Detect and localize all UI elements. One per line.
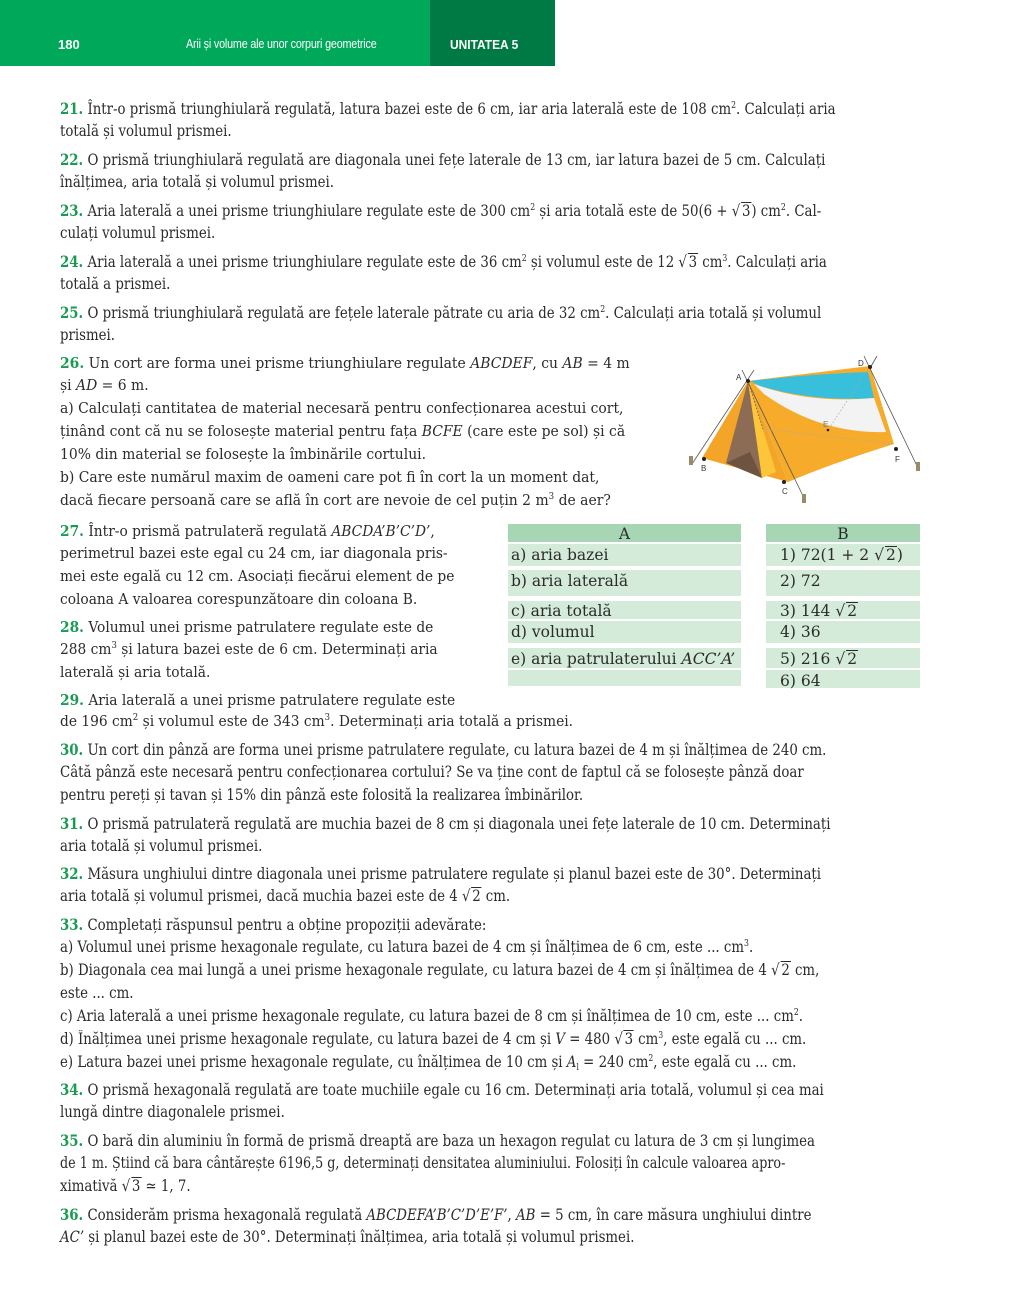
problem-number: 30.: [60, 740, 84, 759]
problem-text: și planul bazei este de 30°. Determinați înălțimea, aria totală și volumul prismei.: [84, 1228, 635, 1246]
problem-text: , cu: [532, 356, 563, 372]
problem-text: . Cal-: [785, 202, 822, 220]
problem-text: ,: [430, 524, 435, 540]
sqrt-radicand: 2: [847, 602, 858, 620]
problem-text: , este egală cu ... cm.: [663, 1030, 807, 1048]
column-b-item: 4) 36: [766, 621, 920, 643]
problem-text: Un cort din pânză are forma unei prisme patrulatere regulate, cu latura bazei de 4 m și înălțimea de 240 cm.: [87, 741, 827, 759]
problem-text: dacă fiecare persoană care se află în cort are nevoie de cel puțin 2 m: [60, 493, 549, 509]
problem-33-item-a: a) Volumul unei prisme hexagonale regulate, cu latura bazei de 4 cm și înălțimea de 6 cm, este ... $cm^3$.: [60, 938, 754, 956]
problem-33-item-b-line-2: este ... cm.: [60, 984, 134, 1002]
column-a-item: d) volumul: [508, 621, 741, 643]
sqrt-radicand: 3: [624, 1030, 634, 1048]
unit-label: UNITATEA 5: [450, 37, 519, 52]
exponent: 3: [324, 713, 331, 723]
exponent: 2: [530, 203, 536, 213]
problem-23-line-1: 23. Aria laterală a unei prisme triunghiulare regulate este de 300 $cm^2$ și aria totală este de 50(6 + √ 3) $cm^2$. Cal-: [60, 201, 822, 220]
problem-26-line-5: 10% din material se folosește la îmbinările cortului.: [60, 447, 427, 463]
vertex-F: [894, 447, 898, 451]
segment-name: AC’: [60, 1228, 85, 1246]
face-name: BCFE: [421, 424, 463, 440]
problem-31-line-1: [60, 812, 831, 836]
problem-25-line-2: prismei.: [60, 326, 116, 344]
prism-name: ABCDEFA’B’C’D’E’F’: [366, 1206, 508, 1224]
problem-30-line-1: [60, 738, 826, 762]
exponent: 2: [521, 254, 527, 264]
problem-27-line-3: mei este egală cu 12 cm. Asociați fiecărui element de pe: [60, 569, 455, 585]
problem-26-line-1: [60, 352, 630, 376]
problem-text: ximativă: [60, 1177, 122, 1195]
problem-text: , este egală cu ... cm.: [653, 1053, 797, 1071]
problem-text: b) Diagonala cea mai lungă a unei prisme hexagonale regulate, cu latura bazei de 4 cm și înălțimea de 4: [60, 961, 767, 979]
label-E: E: [823, 420, 829, 429]
prism-name: ABCDEF: [470, 356, 533, 372]
chapter-title: Arii și volume ale unor corpuri geometrice: [186, 37, 377, 51]
problem-23-line-2: culați volumul prismei.: [60, 224, 216, 242]
problem-number: 25.: [60, 303, 84, 322]
problem-33-item-b-line-1: b) Diagonala cea mai lungă a unei prisme hexagonale regulate, cu latura bazei de 4 cm și înălțimea de 4 √ 2 cm,: [60, 961, 820, 979]
problem-text: . Calculați aria: [727, 253, 827, 271]
problem-text: O prismă triunghiulară regulată are fețele laterale pătrate cu aria de 32 cm: [87, 304, 601, 322]
problem-text: = 4 m: [582, 356, 630, 372]
label-D: D: [858, 359, 864, 368]
vertex-C: [782, 480, 786, 484]
problem-33-item-d: d) Înălțimea unei prisme hexagonale regulate, cu latura bazei de 4 cm și V = 480 √ 3 $cm^3$, este egală cu ... cm.: [60, 1030, 807, 1048]
problem-text: . Calculați aria: [736, 100, 836, 118]
exponent: 3: [658, 1031, 664, 1041]
problem-text: Volumul unei prisme patrulatere regulate este de: [88, 620, 434, 636]
problem-text: ≃ 1, 7.: [141, 1177, 191, 1195]
exponent: 2: [132, 713, 139, 723]
vertex-A: [746, 379, 750, 383]
column-a-item: c) aria totală: [508, 601, 741, 619]
column-a-empty-item: [508, 670, 741, 686]
problem-text: = 480: [565, 1030, 611, 1048]
problem-text: de aer?: [554, 493, 611, 509]
problem-28-line-3: laterală și aria totală.: [60, 665, 211, 681]
sqrt-radicand: 3: [131, 1177, 141, 1195]
problem-number: 28.: [60, 619, 84, 636]
problem-text: Un cort are forma unei prisme triunghiulare regulate: [88, 356, 471, 372]
stake-icon: [916, 462, 920, 471]
problem-32-line-1: [60, 862, 821, 886]
problem-24-line-2: totală a prismei.: [60, 275, 171, 293]
problem-28-line-2: [60, 639, 438, 662]
problem-26-line-6: b) Care este numărul maxim de oameni care pot fi în cort la un moment dat,: [60, 470, 600, 486]
problem-text: . Calculați aria totală și volumul: [605, 304, 822, 322]
problem-text: ) cm: [751, 202, 781, 220]
column-b-item: 5) 216 √ 2: [766, 648, 920, 668]
exponent: 2: [648, 1054, 654, 1064]
problem-text: d) Înălțimea unei prisme hexagonale regulate, cu latura bazei de 4 cm și: [60, 1030, 556, 1048]
label-B: B: [701, 464, 707, 473]
problem-text: și: [60, 378, 77, 394]
problem-27-line-2: perimetrul bazei este egal cu 24 cm, iar diagonala pris-: [60, 546, 448, 562]
problem-text: (care este pe sol) și că: [462, 424, 626, 440]
problem-text: Într-o prismă triunghiulară regulată, latura bazei este de 6 cm, iar aria laterală este de 108 cm: [87, 100, 732, 118]
prism-name: ABCDA’B’C’D’: [331, 524, 431, 540]
problem-text: O prismă patrulateră regulată are muchia bazei de 8 cm și diagonala unei fețe laterale de 10 cm. Determinați: [87, 815, 831, 833]
page-header: [0, 0, 555, 66]
problem-36-line-2: [60, 1226, 634, 1249]
exponent: 2: [793, 1008, 799, 1018]
problem-number: 32.: [60, 864, 84, 883]
cell-text: ): [896, 546, 903, 564]
segment-name: AB: [516, 1206, 536, 1224]
problem-number: 21.: [60, 99, 84, 118]
problem-text: Aria laterală a unei prisme patrulatere regulate este: [88, 693, 456, 709]
label-F: F: [895, 455, 900, 464]
column-a-header: A: [508, 524, 741, 542]
problem-33-item-c: c) Aria laterală a unei prisme hexagonale regulate, cu latura bazei de 8 cm și înălțimea de 10 cm, este ... $cm^2$.: [60, 1007, 804, 1025]
segment-name: AD: [76, 378, 98, 394]
problem-30-line-2: Câtă pânză este necesară pentru confecționarea cortului? Se va ține cont de faptul că se folosește pânză doar: [60, 763, 804, 781]
segment-name: AB: [562, 356, 583, 372]
problem-number: 29.: [60, 692, 84, 709]
page-number: 180: [58, 37, 80, 52]
cell-text: 5) 216: [780, 650, 831, 668]
problem-text: de 196 cm: [60, 714, 133, 730]
problem-29-line-1: [60, 689, 455, 713]
problem-26-line-3: a) Calculați cantitatea de material necesară pentru confecționarea acestui cort,: [60, 401, 624, 417]
problem-text: c) Aria laterală a unei prisme hexagonale regulate, cu latura bazei de 8 cm și înălțimea de 10 cm, este ... cm: [60, 1007, 794, 1025]
problem-text: cm.: [481, 887, 511, 905]
exponent: 2: [731, 101, 737, 111]
vertex-B: [702, 457, 706, 461]
variable: V: [555, 1030, 566, 1048]
problem-34-line-1: [60, 1078, 824, 1102]
problem-text: O prismă triunghiulară regulată are diagonala unei fețe laterale de 13 cm, iar latura bazei de 5 cm. Calculați: [87, 151, 826, 169]
subscript: l: [576, 1063, 579, 1073]
exponent: 2: [600, 305, 606, 315]
variable: A: [566, 1053, 577, 1071]
problem-text: a) Volumul unei prisme hexagonale regulate, cu latura bazei de 4 cm și înălțimea de 6 cm, este ... cm: [60, 938, 745, 956]
problem-text: ,: [507, 1206, 517, 1224]
problem-text: și aria totală este de 50(6 +: [535, 202, 732, 220]
exponent: 3: [722, 254, 728, 264]
problem-number: 31.: [60, 814, 84, 833]
vertex-D: [868, 365, 872, 369]
problem-text: aria totală și volumul prismei, dacă muchia bazei este de 4: [60, 887, 458, 905]
stake-icon: [802, 494, 806, 503]
column-b-item: 1) 72(1 + 2 √ 2): [766, 544, 920, 566]
label-C: C: [782, 487, 788, 496]
problem-28-line-1: [60, 616, 433, 640]
column-a-item: a) aria bazei: [508, 544, 741, 566]
problem-text: e) Latura bazei unei prisme hexagonale regulate, cu înălțimea de 10 cm și: [60, 1053, 567, 1071]
problem-36-line-1: [60, 1203, 811, 1227]
problem-30-line-3: pentru pereți și tavan și 15% din pânză este folosită la realizarea îmbinărilor.: [60, 786, 584, 804]
problem-text: 288 cm: [60, 642, 112, 658]
problem-22-line-1: [60, 148, 825, 172]
cell-text: e) aria patrulaterului: [511, 650, 682, 668]
problem-text: = 240 cm: [578, 1053, 649, 1071]
problem-number: 23.: [60, 201, 84, 220]
problem-29-line-2: [60, 711, 573, 734]
label-A: A: [736, 373, 742, 382]
problem-text: Măsura unghiului dintre diagonala unei prisme patrulatere regulate și planul bazei este de 30°. Determinați: [87, 865, 822, 883]
problem-26-line-4: [60, 421, 625, 444]
tent-body: [702, 366, 894, 482]
sqrt-radicand: 2: [781, 961, 790, 979]
problem-text: și latura bazei este de 6 cm. Determinați aria: [116, 642, 438, 658]
problem-21-line-1: [60, 97, 836, 121]
column-a-item: b) aria laterală: [508, 570, 741, 596]
problem-27-line-1: [60, 520, 435, 544]
problem-number: 34.: [60, 1080, 84, 1099]
problem-32-line-2: aria totală și volumul prismei, dacă muchia bazei este de 4 √ 2 cm.: [60, 887, 511, 905]
problem-number: 27.: [60, 523, 84, 540]
problem-26-line-7: [60, 490, 611, 513]
problem-text: = 6 m.: [97, 378, 149, 394]
column-a-item: [508, 648, 741, 668]
problem-text: ținând cont că nu se folosește material pentru fața: [60, 424, 422, 440]
problem-number: 36.: [60, 1205, 84, 1224]
problem-text: și volumul este de 12: [526, 253, 675, 271]
problem-text: cm: [633, 1030, 659, 1048]
problem-35-line-1: [60, 1129, 815, 1153]
problem-text: Considerăm prisma hexagonală regulată: [87, 1206, 367, 1224]
problem-text: Aria laterală a unei prisme triunghiulare regulate este de 300 cm: [87, 202, 531, 220]
unit-tab: [430, 0, 555, 66]
problem-number: 35.: [60, 1131, 84, 1150]
problem-24-line-1: 24. Aria laterală a unei prisme triunghiulare regulate este de 36 $cm^2$ și volumul este de 12 √ 3 $cm^3$. Calculați aria: [60, 252, 827, 271]
problem-27-line-4: coloana A valoarea corespunzătoare din coloana B.: [60, 592, 418, 608]
problem-text: cm,: [790, 961, 820, 979]
column-b-header: B: [766, 524, 920, 542]
exponent: 3: [548, 492, 555, 502]
column-b-item: 6) 64: [766, 670, 920, 688]
problem-number: 24.: [60, 252, 84, 271]
problem-35-line-2: de 1 m. Știind că bara cântărește 6196,5 g, determinați densitatea aluminiului. Folosiți în calcule valoarea apro-: [60, 1154, 786, 1172]
sqrt-radicand: 3: [688, 253, 698, 271]
problem-22-line-2: înălțimea, aria totală și volumul prismei.: [60, 173, 335, 191]
problem-33-line-1: [60, 913, 486, 937]
problem-number: 22.: [60, 150, 84, 169]
sqrt-radicand: 2: [847, 650, 858, 668]
exponent: 3: [744, 939, 749, 949]
exponent: 2: [780, 203, 786, 213]
problem-text: cm: [697, 253, 723, 271]
problem-text: O prismă hexagonală regulată are toate muchiile egale cu 16 cm. Determinați aria totală, volumul și cea mai: [87, 1081, 824, 1099]
problem-text: Aria laterală a unei prisme triunghiulare regulate este de 36 cm: [87, 253, 522, 271]
problem-text: = 5 cm, în care măsura unghiului dintre: [535, 1206, 812, 1224]
problem-text: și volumul este de 343 cm: [138, 714, 325, 730]
vertex-E: [827, 429, 830, 432]
sqrt-radicand: 2: [472, 887, 481, 905]
problem-text: . Determinați aria totală a prismei.: [330, 714, 574, 730]
sqrt-radicand: 2: [885, 546, 896, 564]
problem-35-line-3: ximativă √ 3 ≃ 1, 7.: [60, 1177, 191, 1195]
column-b-item: 2) 72: [766, 570, 920, 596]
column-b-item: 3) 144 √ 2: [766, 601, 920, 619]
problem-number: 33.: [60, 915, 84, 934]
quadrilateral-name: ACC’A’: [681, 650, 736, 668]
problem-text: Într-o prismă patrulateră regulată: [88, 524, 332, 540]
sqrt-radicand: 3: [742, 202, 751, 220]
cell-text: 3) 144: [780, 602, 831, 620]
problem-33-item-e: [60, 1051, 796, 1074]
cell-text: 1) 72(1 + 2: [780, 546, 870, 564]
problem-34-line-2: lungă dintre diagonalele prismei.: [60, 1103, 285, 1121]
problem-31-line-2: aria totală și volumul prismei.: [60, 837, 263, 855]
problem-25-line-1: [60, 301, 821, 325]
problem-text: Completați răspunsul pentru a obține propoziții adevărate:: [87, 916, 487, 934]
problem-26-line-2: [60, 375, 149, 398]
tent-illustration: [680, 352, 930, 512]
problem-number: 26.: [60, 355, 85, 372]
exponent: 3: [111, 641, 117, 651]
problem-text: O bară din aluminiu în formă de prismă dreaptă are baza un hexagon regulat cu latura de 3 cm și lungimea: [87, 1132, 815, 1150]
problem-21-line-2: totală și volumul prismei.: [60, 122, 232, 140]
stake-icon: [689, 456, 693, 465]
